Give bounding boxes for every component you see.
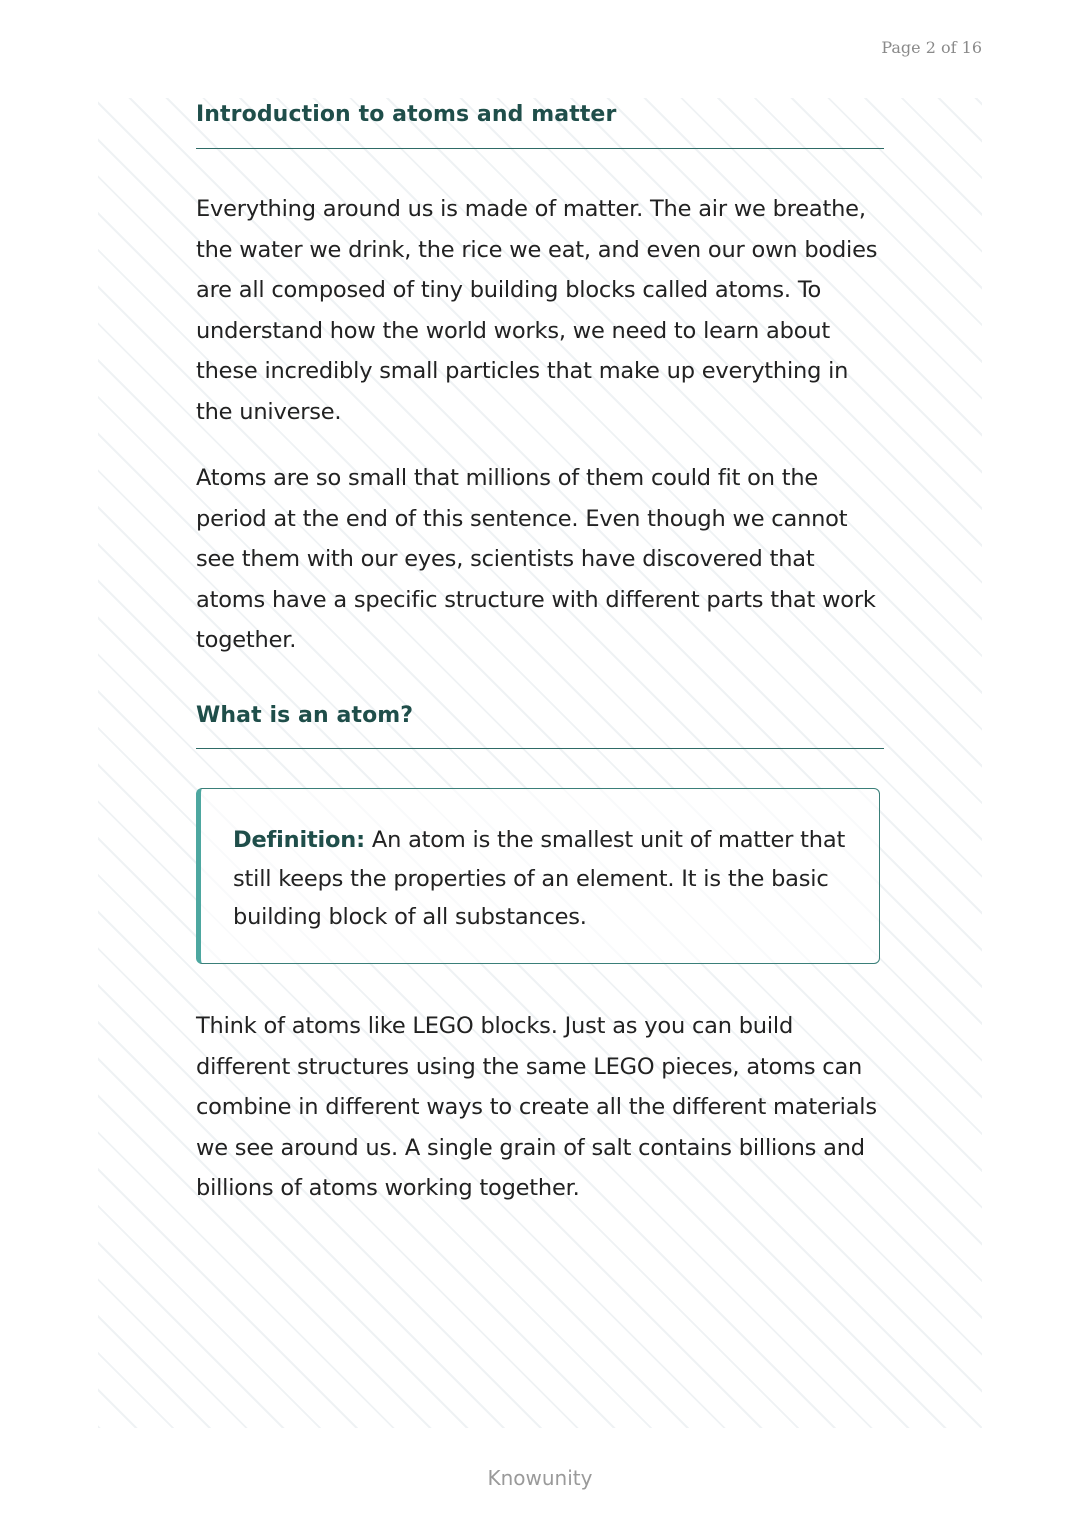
section-divider (196, 748, 884, 749)
intro-paragraph-2: Atoms are so small that millions of them could fit on the period at the end of this sentence. Even though we cannot see them with our eyes, scientists have discovered that atoms have a specific structure with different parts that work together. (196, 465, 876, 653)
intro-paragraph-1: Everything around us is made of matter. The air we breathe, the water we drink, the rice we eat, and even our own bodies are all composed of tiny building blocks called atoms. To understand how the world works, we need to learn about these incredibly small particles that make up everything in the universe. (196, 196, 878, 425)
document-content (98, 98, 982, 1428)
footer-brand: Knowunity (487, 1466, 593, 1490)
section-heading-atom: What is an atom? (196, 703, 414, 728)
definition-text (233, 821, 863, 937)
page-number: Page 2 of 16 (881, 38, 982, 57)
definition-label: Definition: (233, 827, 365, 853)
definition-box (196, 788, 880, 964)
section-heading-intro: Introduction to atoms and matter (196, 102, 617, 127)
section-divider (196, 148, 884, 149)
definition-body: An atom is the smallest unit of matter that still keeps the properties of an element. It is the basic building block of all substances. (233, 827, 846, 930)
atom-paragraph: Think of atoms like LEGO blocks. Just as you can build different structures using the same LEGO pieces, atoms can combine in different ways to create all the different materials we see around us. A single grain of salt contains billions and billions of atoms working together. (196, 1013, 877, 1201)
